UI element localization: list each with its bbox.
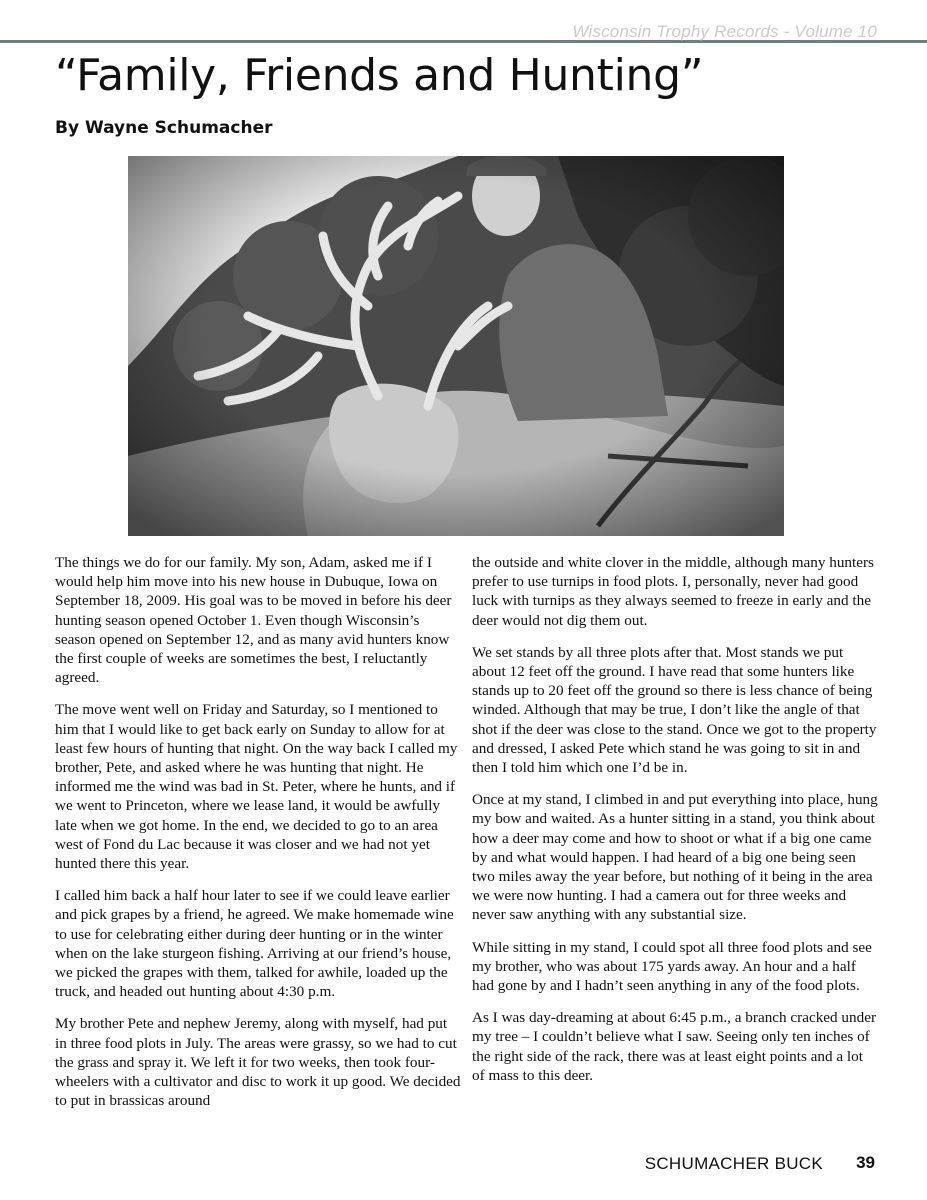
series-title: Wisconsin Trophy Records - Volume 10 — [572, 22, 877, 41]
hunter-with-trophy-buck-photo — [128, 156, 784, 536]
page-number: 39 — [856, 1153, 875, 1172]
paragraph: We set stands by all three plots after that. Most stands we put about 12 feet off the ground. I have read that some hunters like stands up to 20 feet off the ground so there is less chance of being winded. Although that may be true, I don’t like the angle of that shot if the deer was close to the stand. Once we got to the property and dressed, I asked Pete which stand he was going to sit in and then I told him which one I’d be in. — [472, 643, 877, 777]
footer-section-label: SCHUMACHER BUCK — [644, 1154, 823, 1173]
paragraph: The move went well on Friday and Saturday, so I mentioned to him that I would like to get back early on Sunday to allow for at least few hours of hunting that night. On the way back I called my brother, Pete, and asked where he was hunting that night. He informed me the wind was bad in St. Peter, where he hunts, and if we went to Princeton, where we lease land, it would be awfully late when we got home. In the end, we decided to go to an area west of Fond du Lac because it was closer and we had not yet hunted there this year. — [55, 701, 458, 873]
paragraph: the outside and white clover in the middle, although many hunters prefer to use turnips in food plots. I, personally, never had good luck with turnips as they always seemed to freeze in early and the deer would not dig them out. — [472, 554, 874, 629]
paragraph: I called him back a half hour later to see if we could leave earlier and pick grapes by a friend, he agreed. We make homemade wine to use for celebrating either during deer hunting or in the winter when on the lake sturgeon fishing. Arriving at our friend’s house, we picked the grapes with them, talked for awhile, loaded up the truck, and headed out hunting about 4:30 p.m. — [55, 887, 454, 1001]
article-column-left — [55, 553, 461, 1123]
article-title: “Family, Friends and Hunting” — [55, 50, 704, 101]
article-byline: By Wayne Schumacher — [55, 118, 273, 138]
article-column-right — [472, 553, 878, 1098]
paragraph: The things we do for our family. My son, Adam, asked me if I would help him move into his new house in Dubuque, Iowa on September 18, 2009. His goal was to be moved in before his deer hunting season opened October 1. Even though Wisconsin’s season opened on September 12, and as many avid hunters know the first couple of weeks are sometimes the best, I reluctantly agreed. — [55, 554, 452, 687]
paragraph: My brother Pete and nephew Jeremy, along with myself, had put in three food plots in July. The areas were grassy, so we had to cut the grass and spray it. We left it for two weeks, then took four-wheelers with a cultivator and disc to work it up good. We decided to put in brassicas around — [55, 1015, 461, 1110]
paragraph: Once at my stand, I climbed in and put everything into place, hung my bow and waited. As a hunter sitting in a stand, you think about how a deer may come and how to shoot or what if a big one came by and what would happen. I had heard of a big one being seen two miles away the year before, but nothing of it being in the area we were now hunting. I had a camera out for three weeks and never saw anything with any substantial size. — [472, 791, 878, 924]
paragraph: As I was day-dreaming at about 6:45 p.m., a branch cracked under my tree – I couldn’t believe what I saw. Seeing only ten inches of the right side of the rack, there was at least eight points and a lot of mass to this deer. — [472, 1009, 877, 1084]
paragraph: While sitting in my stand, I could spot all three food plots and see my brother, who was about 175 yards away. An hour and a half had gone by and I hadn’t seen anything in any of the food plots. — [472, 938, 872, 995]
